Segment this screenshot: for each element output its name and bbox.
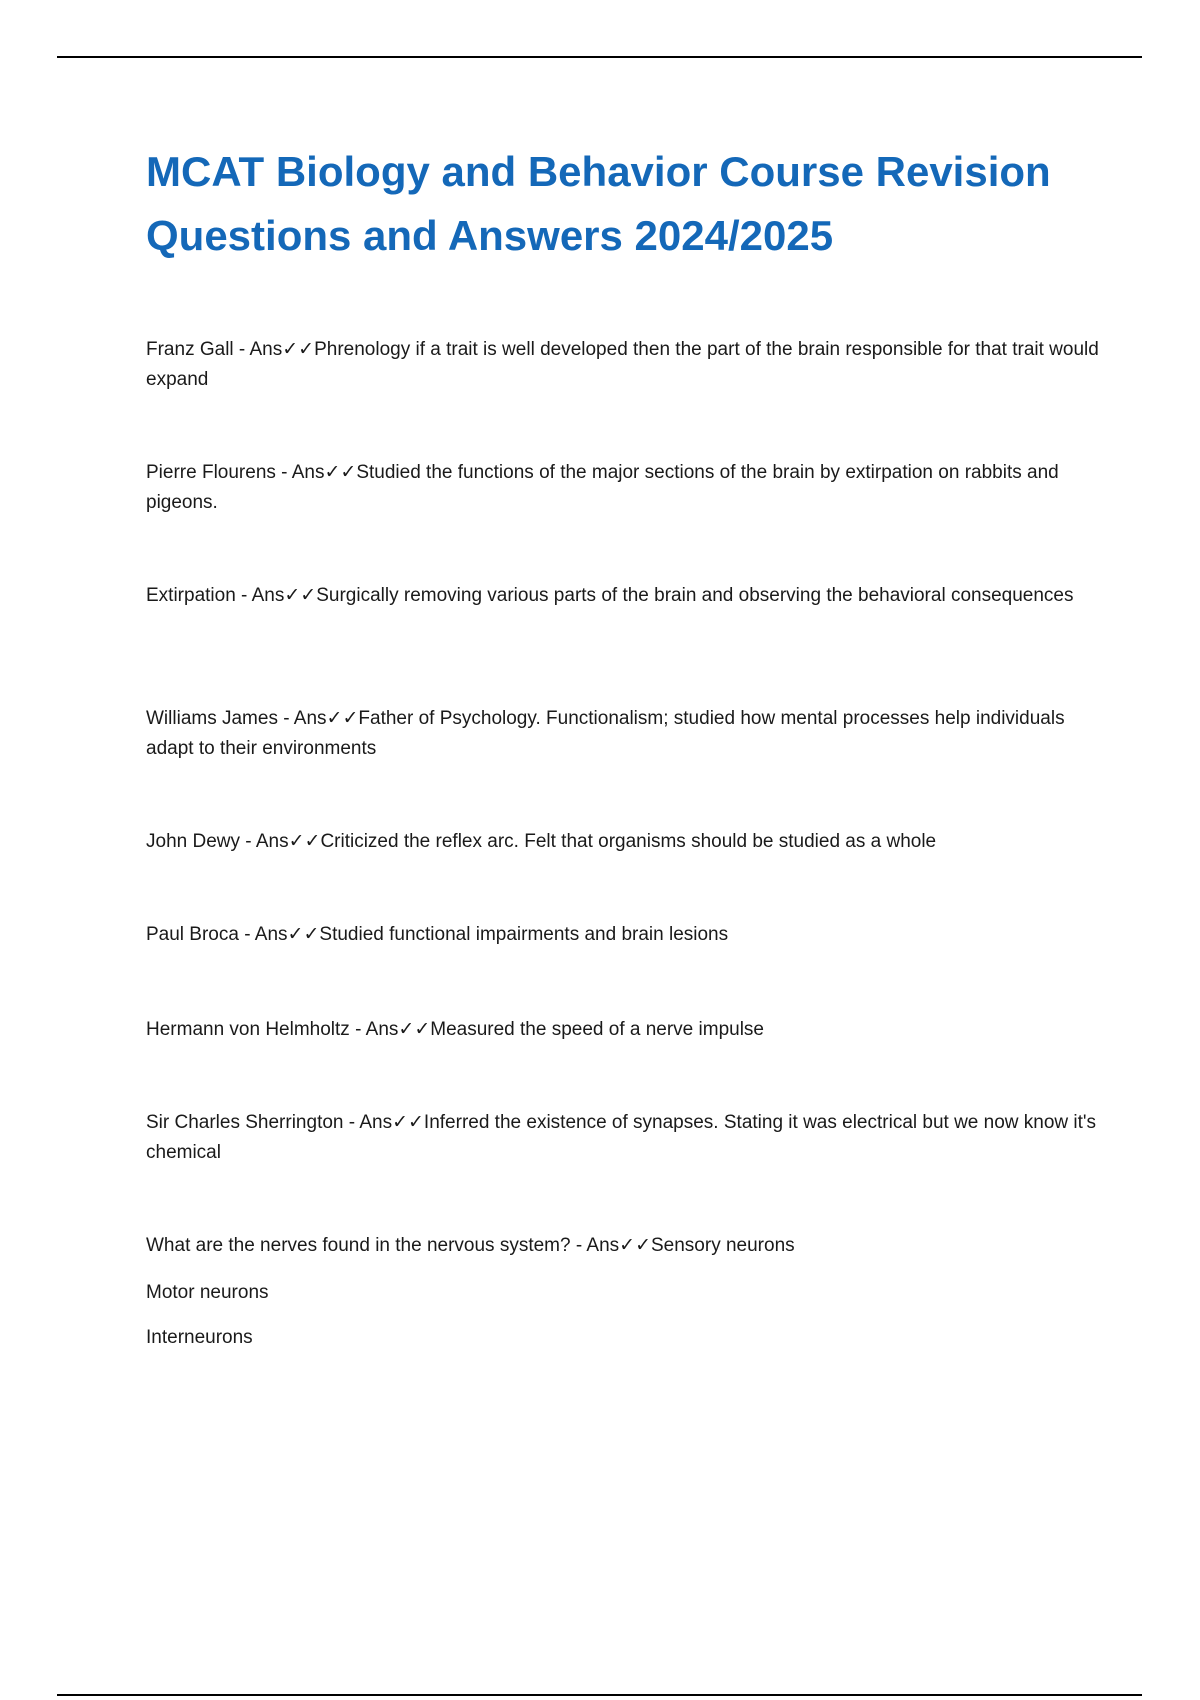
qa-separator: -: [238, 924, 255, 945]
qa-term: John Dewy: [146, 831, 240, 852]
qa-answer: Father of Psychology. Functionalism; studied how mental processes help individuals adapt to their environments: [146, 708, 1065, 759]
answer-marker: Ans✓✓: [251, 585, 317, 606]
answer-continuation: Motor neurons: [146, 1282, 269, 1303]
qa-entry: [146, 458, 1106, 518]
answer-marker: Ans✓✓: [586, 1235, 651, 1256]
qa-term: Hermann von Helmholtz: [146, 1019, 350, 1040]
answer-marker: Ans✓✓: [359, 1112, 424, 1133]
answer-marker: Ans✓✓: [254, 924, 320, 945]
qa-separator: -: [570, 1235, 587, 1256]
answer-marker: Ans✓✓: [293, 708, 359, 729]
qa-answer: Measured the speed of a nerve impulse: [430, 1019, 765, 1040]
qa-term: Williams James: [146, 708, 278, 729]
qa-entry: [146, 827, 1106, 857]
qa-answer: Studied functional impairments and brain lesions: [319, 924, 729, 945]
qa-separator: -: [277, 708, 294, 729]
answer-marker: Ans✓✓: [365, 1019, 431, 1040]
answer-continuation: Interneurons: [146, 1327, 253, 1348]
qa-term: Paul Broca: [146, 924, 239, 945]
qa-entry: [146, 704, 1106, 764]
qa-answer: Surgically removing various parts of the brain and observing the behavioral consequences: [316, 585, 1074, 606]
qa-separator: -: [240, 831, 256, 852]
qa-entry: [146, 1231, 1106, 1261]
qa-term: Franz Gall: [146, 339, 234, 360]
qa-separator: -: [349, 1019, 366, 1040]
page-title: MCAT Biology and Behavior Course Revision Questions and Answers 2024/2025: [146, 148, 1051, 259]
qa-term: What are the nerves found in the nervous system?: [146, 1235, 571, 1256]
bottom-rule: [57, 1694, 1142, 1696]
qa-term: Pierre Flourens: [146, 462, 276, 483]
top-rule: [57, 56, 1142, 58]
qa-answer: Studied the functions of the major sections of the brain by extirpation on rabbits and pigeons.: [146, 462, 1059, 513]
qa-separator: -: [275, 462, 292, 483]
answer-marker: Ans✓✓: [255, 831, 321, 852]
qa-answer: Inferred the existence of synapses. Stating it was electrical but we now know it's chemical: [146, 1112, 1097, 1163]
qa-separator: -: [343, 1112, 360, 1133]
answer-marker: Ans✓✓: [249, 339, 315, 360]
qa-answer: Phrenology if a trait is well developed then the part of the brain responsible for that trait would expand: [146, 339, 1099, 390]
qa-answer: Criticized the reflex arc. Felt that organisms should be studied as a whole: [320, 831, 937, 852]
answer-marker: Ans✓✓: [291, 462, 357, 483]
qa-entry: [146, 1108, 1106, 1168]
qa-separator: -: [235, 585, 252, 606]
qa-term: Extirpation: [146, 585, 236, 606]
qa-answer: Sensory neurons: [651, 1235, 795, 1256]
qa-entry: [146, 335, 1106, 395]
qa-term: Sir Charles Sherrington: [146, 1112, 344, 1133]
qa-entry: [146, 581, 1106, 611]
qa-entry: [146, 1015, 1106, 1045]
qa-separator: -: [233, 339, 250, 360]
qa-entry: [146, 920, 1106, 950]
